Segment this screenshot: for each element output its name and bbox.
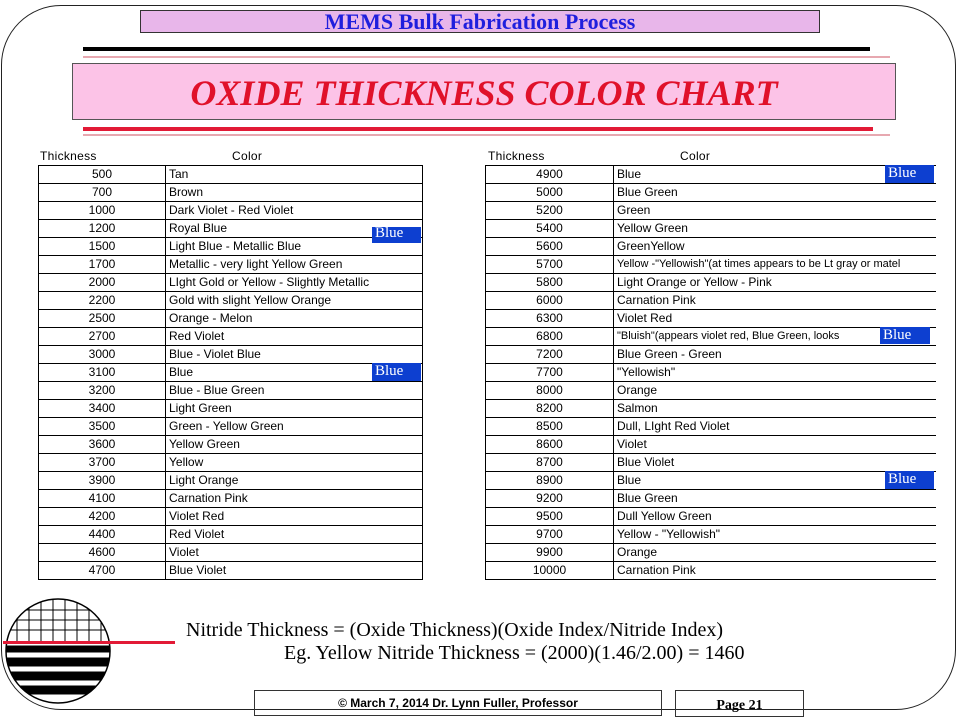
- left-table-row: [39, 310, 423, 328]
- nitride-example: Eg. Yellow Nitride Thickness = (2000)(1.46/2.00) = 1460: [284, 642, 745, 664]
- right-table-row: [486, 472, 936, 490]
- slide-title: OXIDE THICKNESS COLOR CHART: [190, 73, 778, 113]
- right-table-row: [486, 256, 936, 274]
- thickness-cell: 6300: [486, 310, 614, 328]
- left-thickness-header: Thickness: [40, 149, 97, 163]
- right-table-row: [486, 526, 936, 544]
- page-number: Page 21: [675, 690, 804, 717]
- left-table-row: [39, 562, 423, 580]
- thickness-cell: 3900: [39, 472, 166, 490]
- course-title: MEMS Bulk Fabrication Process: [140, 10, 820, 33]
- color-cell: GreenYellow: [614, 238, 936, 256]
- color-cell: Blue Violet: [166, 562, 423, 580]
- left-table-row: [39, 220, 423, 238]
- divider-pink-bottom: [83, 134, 890, 136]
- left-table-row: [39, 508, 423, 526]
- right-table-row: [486, 418, 936, 436]
- color-cell: Yellow Green: [166, 436, 423, 454]
- blue-tag: Blue: [372, 363, 421, 381]
- color-cell: LIght Gold or Yellow - Slightly Metallic: [166, 274, 423, 292]
- color-cell: Brown: [166, 184, 423, 202]
- right-table-row: [486, 310, 936, 328]
- thickness-cell: 5700: [486, 256, 614, 274]
- left-color-header: Color: [232, 149, 263, 163]
- thickness-cell: 3600: [39, 436, 166, 454]
- right-thickness-header: Thickness: [488, 149, 545, 163]
- footer-copyright: © March 7, 2014 Dr. Lynn Fuller, Professor: [254, 690, 662, 716]
- color-cell: Orange - Melon: [166, 310, 423, 328]
- color-cell: Blue - Blue Green: [166, 382, 423, 400]
- left-table-row: [39, 472, 423, 490]
- thickness-cell: 1500: [39, 238, 166, 256]
- thickness-cell: 8600: [486, 436, 614, 454]
- color-cell: Violet Red: [614, 310, 936, 328]
- right-table-row: [486, 202, 936, 220]
- color-cell: Green: [614, 202, 936, 220]
- color-cell: Salmon: [614, 400, 936, 418]
- color-cell: Blue - Violet Blue: [166, 346, 423, 364]
- thickness-cell: 8700: [486, 454, 614, 472]
- color-cell: Blue Violet: [614, 454, 936, 472]
- color-cell: Dark Violet - Red Violet: [166, 202, 423, 220]
- right-color-table: [485, 165, 936, 580]
- thickness-cell: 5800: [486, 274, 614, 292]
- thickness-cell: 700: [39, 184, 166, 202]
- left-table-row: [39, 238, 423, 256]
- color-cell: Blue: [614, 472, 936, 490]
- thickness-cell: 3000: [39, 346, 166, 364]
- left-table-row: [39, 364, 423, 382]
- thickness-cell: 2700: [39, 328, 166, 346]
- right-table-row: [486, 220, 936, 238]
- divider-pink: [83, 56, 890, 58]
- thickness-cell: 3500: [39, 418, 166, 436]
- blue-tag: Blue: [880, 327, 930, 344]
- color-cell: Green - Yellow Green: [166, 418, 423, 436]
- thickness-cell: 8000: [486, 382, 614, 400]
- right-table-row: [486, 508, 936, 526]
- thickness-cell: 3700: [39, 454, 166, 472]
- color-cell: Blue Green: [614, 490, 936, 508]
- color-cell: "Bluish"(appears violet red, Blue Green, looks: [614, 328, 936, 346]
- color-cell: Carnation Pink: [166, 490, 423, 508]
- thickness-cell: 4400: [39, 526, 166, 544]
- thickness-cell: 9900: [486, 544, 614, 562]
- left-table-row: [39, 418, 423, 436]
- left-color-table: [38, 165, 423, 580]
- thickness-cell: 5400: [486, 220, 614, 238]
- color-cell: Orange: [614, 544, 936, 562]
- color-cell: Blue Green: [614, 184, 936, 202]
- color-cell: Yellow: [166, 454, 423, 472]
- color-cell: Dull Yellow Green: [614, 508, 936, 526]
- left-table-row: [39, 382, 423, 400]
- left-table-row: [39, 526, 423, 544]
- thickness-cell: 10000: [486, 562, 614, 580]
- right-table-row: [486, 292, 936, 310]
- color-cell: Red Violet: [166, 328, 423, 346]
- title-banner: [72, 63, 896, 120]
- color-cell: Yellow Green: [614, 220, 936, 238]
- left-table-row: [39, 292, 423, 310]
- left-table-row: [39, 400, 423, 418]
- thickness-cell: 5000: [486, 184, 614, 202]
- thickness-cell: 6800: [486, 328, 614, 346]
- color-cell: Carnation Pink: [614, 292, 936, 310]
- right-table-row: [486, 382, 936, 400]
- color-cell: Blue: [614, 166, 936, 184]
- thickness-cell: 9700: [486, 526, 614, 544]
- left-table-row: [39, 256, 423, 274]
- right-table-row: [486, 544, 936, 562]
- left-table-row: [39, 436, 423, 454]
- thickness-cell: 3400: [39, 400, 166, 418]
- thickness-cell: 2000: [39, 274, 166, 292]
- thickness-cell: 4700: [39, 562, 166, 580]
- right-table-row: [486, 490, 936, 508]
- right-table-row: [486, 328, 936, 346]
- color-cell: Blue: [166, 364, 423, 382]
- right-table-row: [486, 364, 936, 382]
- thickness-cell: 4200: [39, 508, 166, 526]
- left-table-row: [39, 454, 423, 472]
- wafer-logo-icon: [3, 596, 113, 704]
- thickness-cell: 1200: [39, 220, 166, 238]
- thickness-cell: 4100: [39, 490, 166, 508]
- right-color-header: Color: [680, 149, 711, 163]
- thickness-cell: 8900: [486, 472, 614, 490]
- thickness-cell: 7700: [486, 364, 614, 382]
- thickness-cell: 4600: [39, 544, 166, 562]
- color-cell: Light Green: [166, 400, 423, 418]
- blue-tag: Blue: [885, 165, 934, 183]
- right-table-row: [486, 436, 936, 454]
- thickness-cell: 9500: [486, 508, 614, 526]
- blue-tag: Blue: [372, 227, 421, 243]
- thickness-cell: 2200: [39, 292, 166, 310]
- divider-black: [83, 47, 870, 51]
- thickness-cell: 3200: [39, 382, 166, 400]
- left-table-row: [39, 490, 423, 508]
- thickness-cell: 2500: [39, 310, 166, 328]
- left-table-row: [39, 346, 423, 364]
- thickness-cell: 8500: [486, 418, 614, 436]
- nitride-formula: Nitride Thickness = (Oxide Thickness)(Oxide Index/Nitride Index): [186, 619, 724, 641]
- right-table-row: [486, 166, 936, 184]
- left-table-row: [39, 328, 423, 346]
- thickness-cell: 4900: [486, 166, 614, 184]
- left-table-row: [39, 184, 423, 202]
- color-cell: Carnation Pink: [614, 562, 936, 580]
- thickness-cell: 9200: [486, 490, 614, 508]
- thickness-cell: 1700: [39, 256, 166, 274]
- left-table-row: [39, 166, 423, 184]
- color-cell: Violet: [166, 544, 423, 562]
- color-cell: Metallic - very light Yellow Green: [166, 256, 423, 274]
- color-cell: Royal Blue: [166, 220, 423, 238]
- color-cell: Light Blue - Metallic Blue: [166, 238, 423, 256]
- color-cell: Red Violet: [166, 526, 423, 544]
- thickness-cell: 1000: [39, 202, 166, 220]
- color-cell: Violet Red: [166, 508, 423, 526]
- color-cell: Gold with slight Yellow Orange: [166, 292, 423, 310]
- color-cell: Orange: [614, 382, 936, 400]
- thickness-cell: 7200: [486, 346, 614, 364]
- logo-red-line: [3, 641, 175, 644]
- right-table-row: [486, 400, 936, 418]
- color-cell: Yellow -"Yellowish"(at times appears to be Lt gray or matel: [614, 256, 936, 274]
- right-table-row: [486, 274, 936, 292]
- left-table-row: [39, 202, 423, 220]
- thickness-cell: 8200: [486, 400, 614, 418]
- color-cell: Violet: [614, 436, 936, 454]
- color-cell: Yellow - "Yellowish": [614, 526, 936, 544]
- color-cell: Tan: [166, 166, 423, 184]
- blue-tag: Blue: [885, 471, 934, 489]
- right-table-row: [486, 346, 936, 364]
- thickness-cell: 5200: [486, 202, 614, 220]
- left-table-row: [39, 544, 423, 562]
- color-cell: "Yellowish": [614, 364, 936, 382]
- color-cell: Dull, LIght Red Violet: [614, 418, 936, 436]
- divider-red: [83, 127, 873, 131]
- color-cell: Light Orange or Yellow - Pink: [614, 274, 936, 292]
- right-table-row: [486, 238, 936, 256]
- color-cell: Blue Green - Green: [614, 346, 936, 364]
- right-table-row: [486, 454, 936, 472]
- thickness-cell: 6000: [486, 292, 614, 310]
- thickness-cell: 5600: [486, 238, 614, 256]
- right-table-row: [486, 562, 936, 580]
- right-table-row: [486, 184, 936, 202]
- thickness-cell: 500: [39, 166, 166, 184]
- left-table-row: [39, 274, 423, 292]
- thickness-cell: 3100: [39, 364, 166, 382]
- color-cell: Light Orange: [166, 472, 423, 490]
